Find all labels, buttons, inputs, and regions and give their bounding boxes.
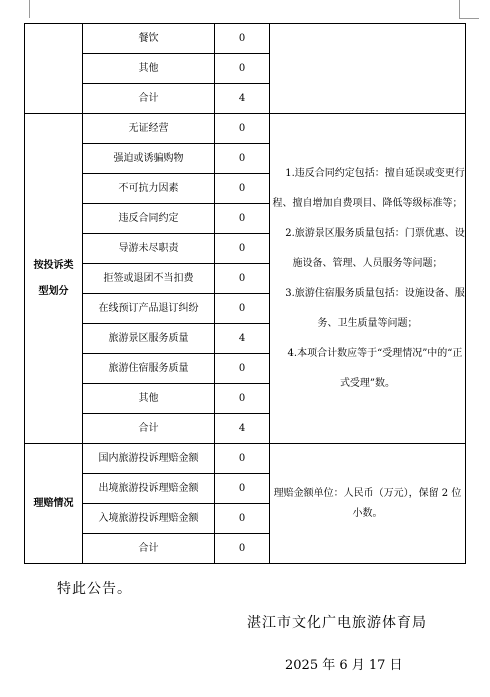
category-label-line2: 型划分 xyxy=(38,285,69,297)
item-value: 0 xyxy=(215,504,270,534)
item-value: 0 xyxy=(215,114,270,144)
category-cell xyxy=(25,114,83,444)
table-row xyxy=(25,24,466,54)
item-label: 强迫或诱骗购物 xyxy=(83,144,215,174)
issuing-organization: 湛江市文化广电旅游体育局 xyxy=(247,615,427,631)
item-value: 0 xyxy=(215,54,270,84)
item-label: 合计 xyxy=(83,414,215,444)
item-value: 4 xyxy=(215,414,270,444)
note-item: 2.旅游景区服务质量包括：门票优惠、设施设备、管理、人员服务等问题； xyxy=(285,227,465,269)
item-label: 合计 xyxy=(83,84,215,114)
item-value: 0 xyxy=(215,294,270,324)
item-value: 0 xyxy=(215,354,270,384)
table-row xyxy=(25,114,466,144)
item-label: 导游未尽职责 xyxy=(83,234,215,264)
crop-mark-left xyxy=(29,0,30,18)
table-row xyxy=(25,444,466,474)
note-item: 理赔金额单位：人民币（万元），保留 2 位小数。 xyxy=(273,487,462,519)
item-label: 违反合同约定 xyxy=(83,204,215,234)
item-label: 拒签或退团不当扣费 xyxy=(83,264,215,294)
item-value: 0 xyxy=(215,204,270,234)
note-item: 1.违反合同约定包括：擅自延误或变更行程、擅自增加自费项目、降低等级标准等； xyxy=(272,167,465,209)
notes-cell xyxy=(270,444,466,564)
category-cell xyxy=(25,24,83,114)
item-label: 合计 xyxy=(83,534,215,564)
item-label: 餐饮 xyxy=(83,24,215,54)
item-value: 0 xyxy=(215,144,270,174)
item-label: 其他 xyxy=(83,54,215,84)
category-cell: 理赔情况 xyxy=(25,444,83,564)
item-value: 4 xyxy=(215,324,270,354)
crop-mark-right xyxy=(459,0,460,18)
item-label: 旅游住宿服务质量 xyxy=(83,354,215,384)
note-item: 3.旅游住宿服务质量包括：设施设备、服务、卫生质量等问题； xyxy=(285,287,465,329)
item-label: 出境旅游投诉理赔金额 xyxy=(83,474,215,504)
item-value: 0 xyxy=(215,264,270,294)
issue-date: 2025 年 6 月 17 日 xyxy=(285,658,403,673)
notes-cell xyxy=(270,114,466,444)
crop-mark-right-horizontal xyxy=(459,18,479,19)
item-label: 旅游景区服务质量 xyxy=(83,324,215,354)
item-value: 0 xyxy=(215,474,270,504)
item-value: 0 xyxy=(215,444,270,474)
item-label: 不可抗力因素 xyxy=(83,174,215,204)
item-value: 0 xyxy=(215,384,270,414)
item-value: 0 xyxy=(215,174,270,204)
item-label: 其他 xyxy=(83,384,215,414)
item-label: 在线预订产品退订纠纷 xyxy=(83,294,215,324)
item-label: 国内旅游投诉理赔金额 xyxy=(83,444,215,474)
item-value: 0 xyxy=(215,24,270,54)
category-label-line1: 按投诉类 xyxy=(33,259,74,271)
item-label: 无证经营 xyxy=(83,114,215,144)
complaint-statistics-table xyxy=(24,23,466,564)
item-value: 0 xyxy=(215,534,270,564)
note-item: 4.本项合计数应等于“受理情况”中的“正式受理”数。 xyxy=(287,347,463,389)
item-value: 4 xyxy=(215,84,270,114)
announcement-text: 特此公告。 xyxy=(57,581,132,597)
item-label: 入境旅游投诉理赔金额 xyxy=(83,504,215,534)
item-value: 0 xyxy=(215,234,270,264)
notes-cell xyxy=(270,24,466,114)
